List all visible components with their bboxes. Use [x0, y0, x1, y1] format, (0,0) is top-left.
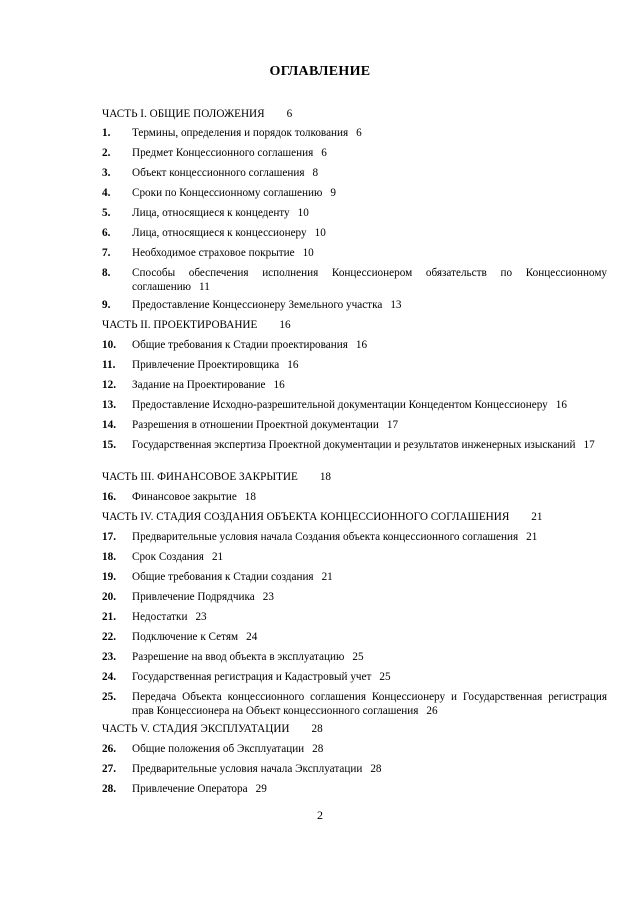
toc-entry-text: Привлечение Оператора [132, 783, 248, 795]
toc-entry-text: Лица, относящиеся к концеденту [132, 207, 290, 219]
toc-entry-number: 23. [102, 651, 116, 663]
toc-entry [102, 338, 607, 352]
toc-page-number: 23 [262, 591, 274, 603]
toc-page-number: 16 [355, 339, 368, 351]
toc-entry-text: Способы обеспечения исполнения Концессионером обязательств по Концессионному соглашению [132, 267, 607, 293]
toc-page-number: 25 [379, 671, 391, 683]
toc-page-number: 21 [531, 511, 543, 523]
toc-entry [102, 418, 607, 432]
toc-page-number: 6 [356, 127, 362, 139]
toc-entry [102, 782, 607, 796]
toc-entry-text: Предмет Концессионного соглашения [132, 147, 314, 159]
toc-entry [102, 298, 607, 312]
toc-page-number: 21 [321, 571, 333, 583]
toc-entry-number: 25. [102, 691, 116, 703]
toc-entry [102, 590, 607, 604]
toc-entry [102, 266, 607, 294]
toc-page-number: 28 [370, 763, 382, 775]
toc-page-number: 6 [321, 147, 327, 159]
toc-page-number: 8 [312, 167, 319, 179]
toc-page-number: 25 [352, 651, 364, 663]
toc-part-title: ЧАСТЬ IV. СТАДИЯ СОЗДАНИЯ ОБЪЕКТА КОНЦЕССИОННОГО СОГЛАШЕНИЯ [102, 511, 510, 523]
toc-entry [102, 570, 607, 584]
toc-entry-number: 3. [102, 167, 111, 179]
toc-entry-text: Предварительные условия начала Создания объекта концессионного соглашения [132, 531, 519, 543]
toc-entry-text: Передача Объекта концессионного соглашения Концессионеру и Государственная регистрация прав Концессионера на Объект концессионного соглашения [132, 691, 607, 717]
toc-entry-number: 13. [102, 399, 116, 411]
toc-entry-text: Государственная экспертиза Проектной документации и результатов инженерных изысканий [132, 439, 576, 451]
toc-entry-text: Предоставление Концессионеру Земельного участка [132, 299, 383, 311]
toc-entry-number: 2. [102, 147, 111, 159]
toc-entry-number: 18. [102, 551, 116, 563]
toc-entry-number: 28. [102, 783, 116, 795]
toc-entry [102, 186, 607, 200]
toc-entry-text: Разрешения в отношении Проектной документации [132, 419, 379, 431]
toc-entry-number: 10. [102, 339, 116, 351]
toc-entry-number: 4. [102, 187, 111, 199]
toc-page-number: 24 [246, 631, 258, 643]
toc-part-title: ЧАСТЬ III. ФИНАНСОВОЕ ЗАКРЫТИЕ [102, 471, 298, 483]
toc-page-number: 6 [286, 108, 293, 120]
toc-title: ОГЛАВЛЕНИЕ [269, 64, 371, 79]
toc-part-heading [102, 318, 607, 332]
toc-entry-number: 20. [102, 591, 116, 603]
toc-entry-number: 15. [102, 439, 116, 451]
toc-page-number: 29 [255, 783, 267, 795]
toc-part-heading [102, 107, 607, 121]
toc-page-number: 11 [199, 281, 210, 293]
toc-entry [102, 226, 607, 240]
toc-page-number: 13 [390, 299, 402, 311]
toc-entry-number: 16. [102, 491, 116, 503]
toc-page-number: 23 [195, 611, 207, 623]
toc-entry-text: Привлечение Проектировщика [132, 359, 280, 371]
toc-entry [102, 438, 607, 452]
toc-page-number: 10 [314, 227, 326, 239]
toc-page-number: 9 [330, 187, 336, 199]
toc-entry [102, 166, 607, 180]
toc-entry-text: Государственная регистрация и Кадастровый учет [132, 671, 372, 683]
toc-page-number: 16 [273, 379, 285, 391]
toc-entry-number: 21. [102, 611, 116, 623]
toc-page-number: 21 [526, 531, 538, 543]
toc-entry-text: Разрешение на ввод объекта в эксплуатацию [132, 651, 345, 663]
toc-entry [102, 378, 607, 392]
toc-page-number: 16 [555, 399, 567, 411]
toc-entry-number: 27. [102, 763, 116, 775]
toc-entry-text: Общие положения об Эксплуатации [132, 743, 305, 755]
page-number: 2 [317, 808, 323, 822]
toc-entry [102, 530, 607, 544]
toc-page-number: 28 [312, 743, 324, 755]
toc-page-number: 16 [279, 319, 291, 331]
toc-part-title: ЧАСТЬ II. ПРОЕКТИРОВАНИЕ [102, 319, 258, 331]
toc-page-number: 17 [386, 419, 399, 431]
toc-page-number: 16 [287, 359, 299, 371]
toc-page-number: 10 [302, 247, 314, 259]
toc-entry-number: 24. [102, 671, 116, 683]
toc-entry-text: Общие требования к Стадии создания [132, 571, 314, 583]
toc-entry-number: 7. [102, 247, 111, 259]
toc-entry [102, 630, 607, 644]
toc-page-number: 21 [211, 551, 224, 563]
toc-entry-number: 19. [102, 571, 116, 583]
toc-entry-text: Привлечение Подрядчика [132, 591, 255, 603]
toc-entry-number: 26. [102, 743, 116, 755]
toc-entry [102, 246, 607, 260]
toc-entry-text: Объект концессионного соглашения [132, 167, 305, 179]
toc-entry-number: 9. [102, 299, 111, 311]
toc-entry-text: Необходимое страховое покрытие [132, 247, 295, 259]
toc-entry-text: Недостатки [132, 611, 188, 623]
toc-entry-text: Термины, определения и порядок толкования [132, 127, 349, 139]
toc-entry [102, 610, 607, 624]
toc-entry-text: Предоставление Исходно-разрешительной документации Концедентом Концессионеру [132, 399, 548, 411]
toc-entry-text: Финансовое закрытие [132, 491, 237, 503]
toc-entry [102, 762, 607, 776]
toc-entry [102, 742, 607, 756]
toc-entry-text: Задание на Проектирование [132, 379, 266, 391]
toc-entry-number: 1. [102, 127, 111, 139]
toc-entry-text: Лица, относящиеся к концессионеру [132, 227, 307, 239]
toc-page-number: 17 [583, 439, 595, 451]
toc-part-heading [102, 510, 607, 524]
toc-entry-text: Подключение к Сетям [132, 631, 239, 643]
toc-entry [102, 358, 607, 372]
toc-entry [102, 490, 607, 504]
toc-part-heading [102, 470, 607, 484]
toc-entry-number: 17. [102, 531, 116, 543]
toc-entry-text: Срок Создания [132, 551, 204, 563]
toc-part-title: ЧАСТЬ V. СТАДИЯ ЭКСПЛУАТАЦИИ [102, 723, 290, 735]
toc-entry [102, 126, 607, 140]
toc-part-title: ЧАСТЬ I. ОБЩИЕ ПОЛОЖЕНИЯ [102, 108, 265, 120]
toc-entry [102, 206, 607, 220]
toc-entry-number: 8. [102, 267, 111, 279]
toc-entry [102, 398, 607, 412]
toc-entry-number: 12. [102, 379, 116, 391]
toc-entry [102, 550, 607, 564]
toc-entry [102, 670, 607, 684]
toc-entry-text: Общие требования к Стадии проектирования [132, 339, 348, 351]
toc-entry-number: 6. [102, 227, 111, 239]
toc-part-heading [102, 722, 607, 736]
toc-entry-number: 11. [102, 359, 116, 371]
toc-entry-number: 5. [102, 207, 111, 219]
toc-entry [102, 650, 607, 664]
toc-page-number: 18 [319, 471, 332, 483]
toc-page-number: 26 [426, 705, 438, 717]
toc-page-number: 18 [244, 491, 256, 503]
toc-entry [102, 690, 607, 718]
toc-entry-text: Сроки по Концессионному соглашению [132, 187, 323, 199]
toc-page-number: 10 [297, 207, 309, 219]
toc-entry-number: 22. [102, 631, 116, 643]
toc-page-number: 28 [311, 723, 323, 735]
toc-entry-text: Предварительные условия начала Эксплуатации [132, 763, 363, 775]
toc-entry-number: 14. [102, 419, 116, 431]
toc-entry [102, 146, 607, 160]
